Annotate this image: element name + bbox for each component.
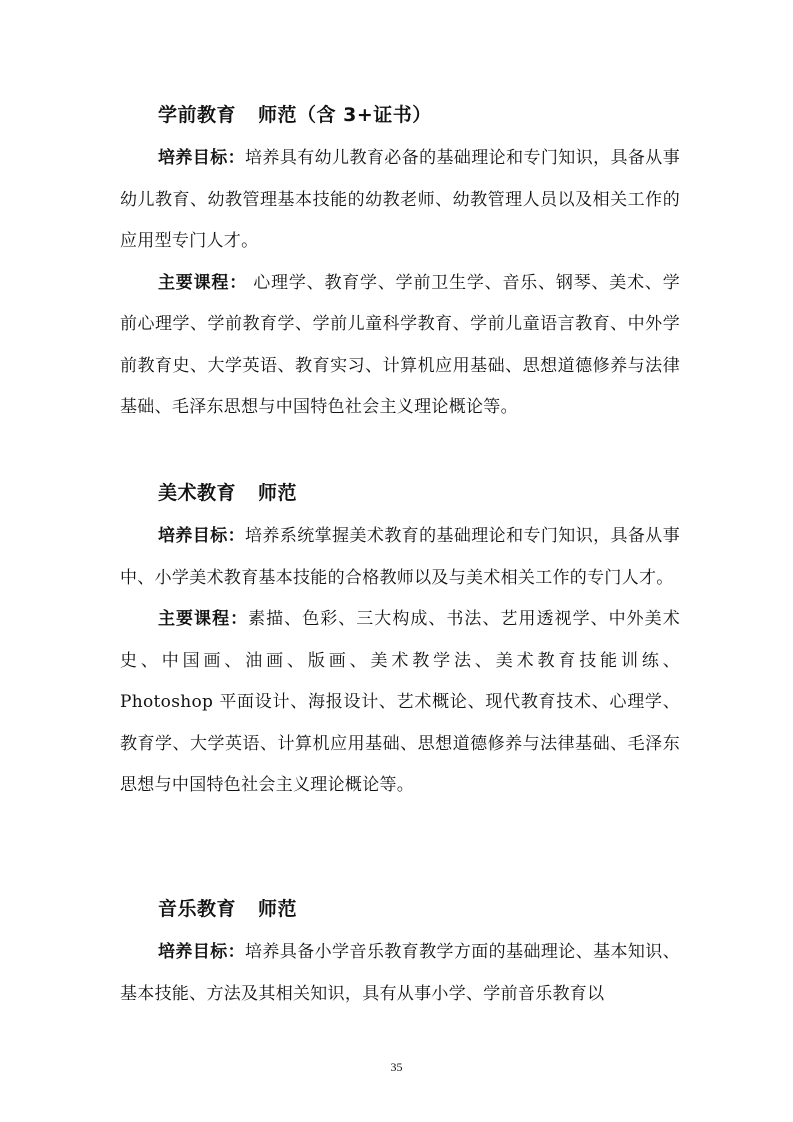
major-name: 美术教育 (158, 482, 237, 504)
training-goal-paragraph (120, 516, 680, 599)
major-type: 师范（含 3+证书） (258, 104, 432, 126)
major-type: 师范 (258, 898, 298, 920)
page-number: 35 (390, 1060, 403, 1074)
main-courses-label: 主要课程： (158, 609, 249, 629)
training-goal-label: 培养目标： (158, 942, 246, 962)
section-title (158, 890, 680, 928)
section-music-education (120, 890, 680, 1015)
main-courses-paragraph (120, 599, 680, 807)
main-courses-paragraph (120, 263, 680, 429)
section-preschool-education (120, 96, 680, 429)
main-courses-text: 素描、色彩、三大构成、书法、艺用透视学、中外美术史、中国画、油画、版画、美术教学法、美术教育技能训练、Photoshop 平面设计、海报设计、艺术概论、现代教育技术、心理学、教育学、大学英语、计算机应用基础、思想道德修养与法律基础、毛泽东思想与中国特色社会主义理论概论等。 (120, 609, 680, 795)
training-goal-paragraph (120, 932, 680, 1015)
training-goal-label: 培养目标： (158, 526, 246, 546)
section-title (158, 474, 680, 512)
section-title (158, 96, 680, 134)
main-courses-label: 主要课程： (158, 272, 248, 293)
training-goal-text: 培养具有幼儿教育必备的基础理论和专门知识，具备从事幼儿教育、幼教管理基本技能的幼教老师、幼教管理人员以及相关工作的应用型专门人才。 (120, 148, 681, 251)
main-courses-text: 心理学、教育学、学前卫生学、音乐、钢琴、美术、学前心理学、学前教育学、学前儿童科学教育、学前儿童语言教育、中外学前教育史、大学英语、教育实习、计算机应用基础、思想道德修养与法律基础、毛泽东思想与中国特色社会主义理论概论等。 (120, 272, 681, 417)
major-name: 音乐教育 (158, 898, 237, 920)
training-goal-text: 培养系统掌握美术教育的基础理论和专门知识，具备从事中、小学美术教育基本技能的合格教师以及与美术相关工作的专门人才。 (120, 526, 681, 588)
major-type: 师范 (258, 482, 298, 504)
section-art-education (120, 474, 680, 807)
training-goal-text: 培养具备小学音乐教育教学方面的基础理论、基本知识、基本技能、方法及其相关知识，具有从事小学、学前音乐教育以 (120, 942, 681, 1004)
training-goal-paragraph (120, 138, 680, 263)
major-name: 学前教育 (158, 104, 237, 126)
training-goal-label: 培养目标： (158, 148, 246, 168)
